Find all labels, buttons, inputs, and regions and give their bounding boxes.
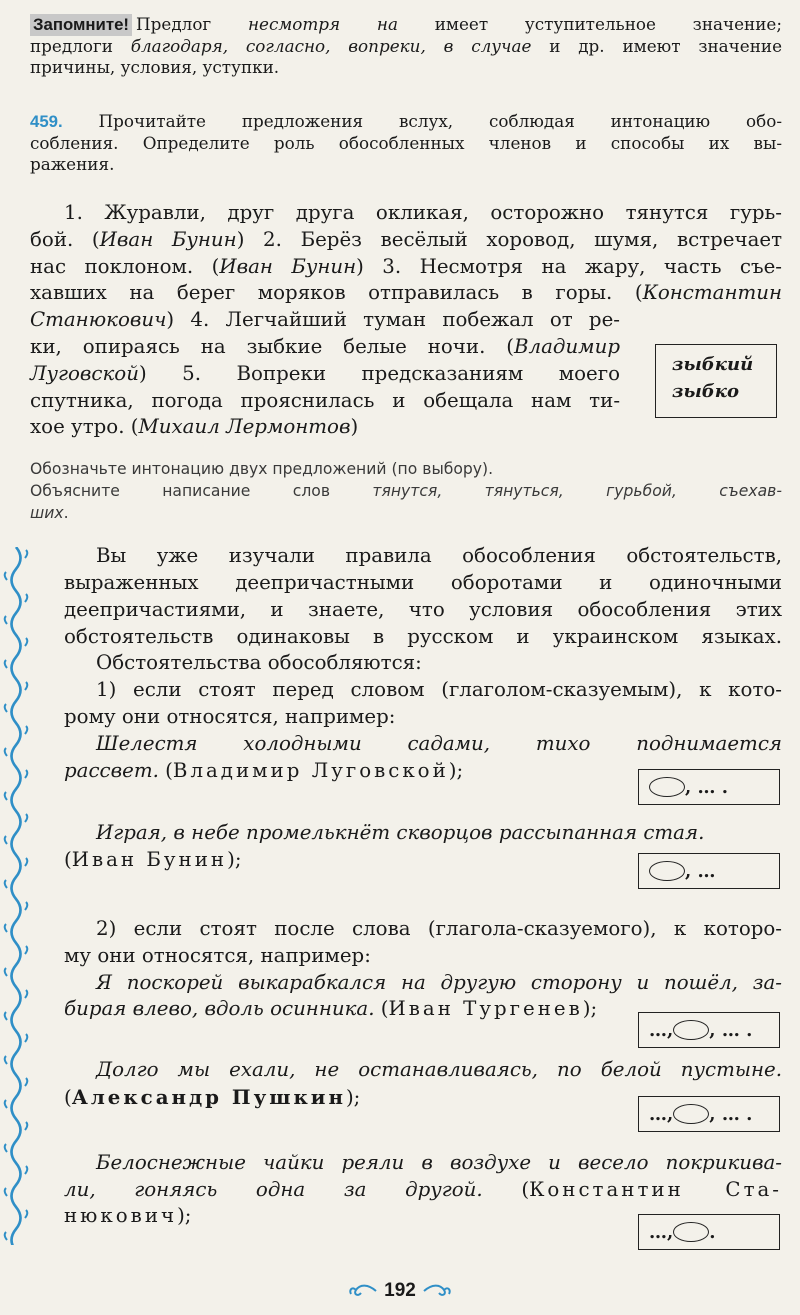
exercise-text: Прочитайте предложения вслух, соблюдая интонацию обо- bbox=[98, 111, 782, 131]
example-text: рассвет. bbox=[64, 758, 159, 782]
punctuation-scheme bbox=[638, 1012, 780, 1048]
theory-text: Обстоятельства обособляются: bbox=[96, 651, 422, 675]
vine-curl bbox=[25, 1166, 27, 1174]
remember-text: несмотря на bbox=[248, 14, 398, 34]
author-name: Иван Бунин bbox=[99, 227, 237, 251]
oval-icon bbox=[673, 1020, 709, 1040]
task-text: . bbox=[63, 504, 69, 522]
scheme-text: …, bbox=[649, 1103, 674, 1125]
vine-curl bbox=[5, 1012, 7, 1020]
example-text: ( bbox=[374, 997, 389, 1021]
remember-note bbox=[30, 14, 782, 79]
rule-text: 1) если стоят перед словом (глаголом-сказуемым), к кото- bbox=[96, 678, 782, 702]
remember-text: имеет уступительное значение; bbox=[397, 14, 782, 34]
vine-curl bbox=[25, 990, 27, 998]
exercise-task bbox=[30, 458, 782, 524]
example-text: ); bbox=[177, 1204, 192, 1228]
example-text: ( bbox=[64, 1085, 72, 1109]
author-name: Константин Ста- bbox=[529, 1177, 782, 1201]
vine-curl bbox=[5, 880, 7, 888]
remember-text: Предлог bbox=[136, 14, 248, 34]
oval-icon bbox=[673, 1104, 709, 1124]
vine-curl bbox=[25, 946, 27, 954]
sentence-line: спутника, погода прояснилась и обещала нам ти- bbox=[30, 388, 620, 412]
punctuation-scheme bbox=[638, 1214, 780, 1250]
vine-curl bbox=[25, 550, 27, 558]
sentence-line: нас поклоном. ( bbox=[30, 254, 220, 278]
example-text: ( bbox=[482, 1177, 530, 1201]
vine-curl bbox=[25, 1210, 27, 1218]
example-text: ли, гоняясь одна за другой. bbox=[64, 1177, 483, 1201]
author-name: Иван Тургенев bbox=[388, 997, 583, 1021]
author-name: Владимир bbox=[513, 334, 620, 358]
example-text: ( bbox=[158, 758, 173, 782]
task-text: Обозначьте интонацию двух предложений (по выбору). bbox=[30, 460, 494, 478]
scheme-text: , … . bbox=[709, 1019, 753, 1041]
vine-curl bbox=[5, 748, 7, 756]
vine-curl bbox=[25, 594, 27, 602]
oval-icon bbox=[649, 777, 685, 797]
sentence-line: ки, опираясь на зыбкие белые ночи. ( bbox=[30, 334, 514, 358]
vine-curl bbox=[25, 1034, 27, 1042]
sentence-line: хавших на берег моряков отправилась в горы. ( bbox=[30, 281, 643, 305]
scheme-text: …, bbox=[649, 1221, 674, 1243]
remember-badge: Запомните! bbox=[30, 14, 132, 36]
task-text: тянутся, тянуться, гурьбой, съехав- bbox=[372, 482, 782, 500]
remember-text: и др. имеют значение bbox=[531, 35, 782, 56]
example-text: ); bbox=[345, 1085, 361, 1109]
example-text: ); bbox=[448, 758, 464, 782]
vine-curl bbox=[5, 924, 7, 932]
sentence-line: ) 5. Вопреки предсказаниям моего bbox=[138, 361, 620, 385]
vine-curl bbox=[25, 638, 27, 646]
ornament-right-icon bbox=[422, 1282, 452, 1300]
exercise-instructions bbox=[30, 111, 782, 176]
oval-icon bbox=[649, 861, 685, 881]
theory-text: деепричастиями, и знаете, что условия обособления этих bbox=[64, 597, 782, 621]
vine-curl bbox=[5, 968, 7, 976]
exercise-text: ражения. bbox=[30, 154, 115, 174]
scheme-text: . bbox=[709, 1221, 716, 1243]
vine-curl bbox=[5, 1144, 7, 1152]
vine-curl bbox=[25, 858, 27, 866]
task-text: ших bbox=[30, 504, 64, 522]
vine-curl bbox=[5, 1100, 7, 1108]
vine-curl bbox=[5, 1188, 7, 1196]
theory-text: обстоятельств одинаковы в русском и украинском языках. bbox=[64, 624, 782, 648]
sentence-line: бой. ( bbox=[30, 227, 100, 251]
page-footer bbox=[340, 1276, 460, 1306]
example-text: Долго мы ехали, не останавливаясь, по белой пустыне. bbox=[96, 1058, 782, 1082]
example-text: Я поскорей выкарабкался на другую сторону и пошёл, за- bbox=[96, 970, 782, 994]
sentence-line: 1. Журавли, друг друга окликая, осторожно тянутся гурь- bbox=[64, 201, 782, 224]
sentence-line: ) bbox=[350, 415, 359, 439]
sentence-line: ) 2. Берёз весёлый хоровод, шумя, встречает bbox=[236, 227, 783, 251]
vine-curl bbox=[25, 814, 27, 822]
vine-curl bbox=[5, 792, 7, 800]
vine-curl bbox=[5, 1232, 7, 1240]
author-name: Александр Пушкин bbox=[71, 1084, 346, 1109]
vocabulary-box bbox=[655, 344, 777, 418]
sentence-line: хое утро. ( bbox=[30, 415, 139, 439]
vine-curl bbox=[25, 1122, 27, 1130]
exercise-text: собления. Определите роль обособленных членов и способы их вы- bbox=[30, 132, 782, 153]
author-name: Владимир Луговской bbox=[172, 758, 449, 782]
rule-text: 2) если стоят после слова (глагола-сказуемого), к которо- bbox=[96, 916, 782, 940]
author-name: Константин bbox=[642, 281, 782, 305]
vocabulary-word: зыбко bbox=[672, 381, 739, 402]
example-text: Белоснежные чайки реяли в воздухе и весело покрикива- bbox=[96, 1150, 782, 1174]
remember-text: причины, условия, уступки. bbox=[30, 57, 280, 77]
exercise-number: 459. bbox=[30, 112, 63, 131]
vine-curl bbox=[5, 616, 7, 624]
example-text: ( bbox=[64, 848, 72, 872]
punctuation-scheme bbox=[638, 853, 780, 889]
rule-text: му они относятся, например: bbox=[64, 943, 371, 967]
rule-text: рому они относятся, например: bbox=[64, 704, 396, 728]
scheme-text: , … bbox=[685, 860, 716, 882]
example-text: бирая влево, вдоль осинника. bbox=[64, 997, 375, 1021]
author-name: Михаил Лермонтов bbox=[138, 415, 351, 439]
vine-curl bbox=[25, 902, 27, 910]
example-text: Играя, в небе промелькнёт скворцов рассыпанная стая. bbox=[96, 821, 705, 845]
author-name: Луговской bbox=[30, 361, 139, 385]
sentence-line: ) 3. Несмотря на жару, часть съе- bbox=[356, 254, 782, 278]
theory-text: Вы уже изучали правила обособления обстоятельств, bbox=[96, 544, 782, 567]
task-text: Объясните написание слов bbox=[30, 482, 373, 500]
vine-curl bbox=[5, 836, 7, 844]
vine-curl bbox=[25, 1078, 27, 1086]
ornament-left-icon bbox=[348, 1282, 378, 1300]
sentence-line: ) 4. Легчайший туман побежал от ре- bbox=[166, 308, 620, 332]
vocabulary-word: зыбкий bbox=[672, 354, 754, 375]
vine-curl bbox=[5, 704, 7, 712]
decorative-vine-border bbox=[2, 547, 30, 1245]
scheme-text: …, bbox=[649, 1019, 674, 1041]
author-name: Иван Бунин bbox=[71, 848, 228, 872]
vine-curl bbox=[5, 660, 7, 668]
author-name: Станюкович bbox=[30, 308, 167, 332]
author-name: нюкович bbox=[64, 1204, 178, 1228]
vine-curl bbox=[25, 682, 27, 690]
vine-curl bbox=[25, 770, 27, 778]
example-text: Шелестя холодными садами, тихо поднимается bbox=[96, 731, 782, 755]
example-text: ); bbox=[582, 997, 598, 1021]
example-text: ); bbox=[227, 848, 242, 872]
vine-curl bbox=[25, 726, 27, 734]
oval-icon bbox=[673, 1222, 709, 1242]
theory-section bbox=[96, 543, 782, 570]
scheme-text: , … . bbox=[685, 776, 729, 798]
punctuation-scheme bbox=[638, 769, 780, 805]
remember-text: благодаря, согласно, вопреки, в случае bbox=[130, 35, 532, 56]
vine-curl bbox=[5, 572, 7, 580]
scheme-text: , … . bbox=[709, 1103, 753, 1125]
theory-text: выраженных деепричастными оборотами и одиночными bbox=[64, 571, 782, 594]
page-number: 192 bbox=[384, 1280, 416, 1301]
author-name: Иван Бунин bbox=[219, 254, 357, 278]
punctuation-scheme bbox=[638, 1096, 780, 1132]
vine-curl bbox=[5, 1056, 7, 1064]
remember-text: предлоги bbox=[30, 35, 131, 56]
